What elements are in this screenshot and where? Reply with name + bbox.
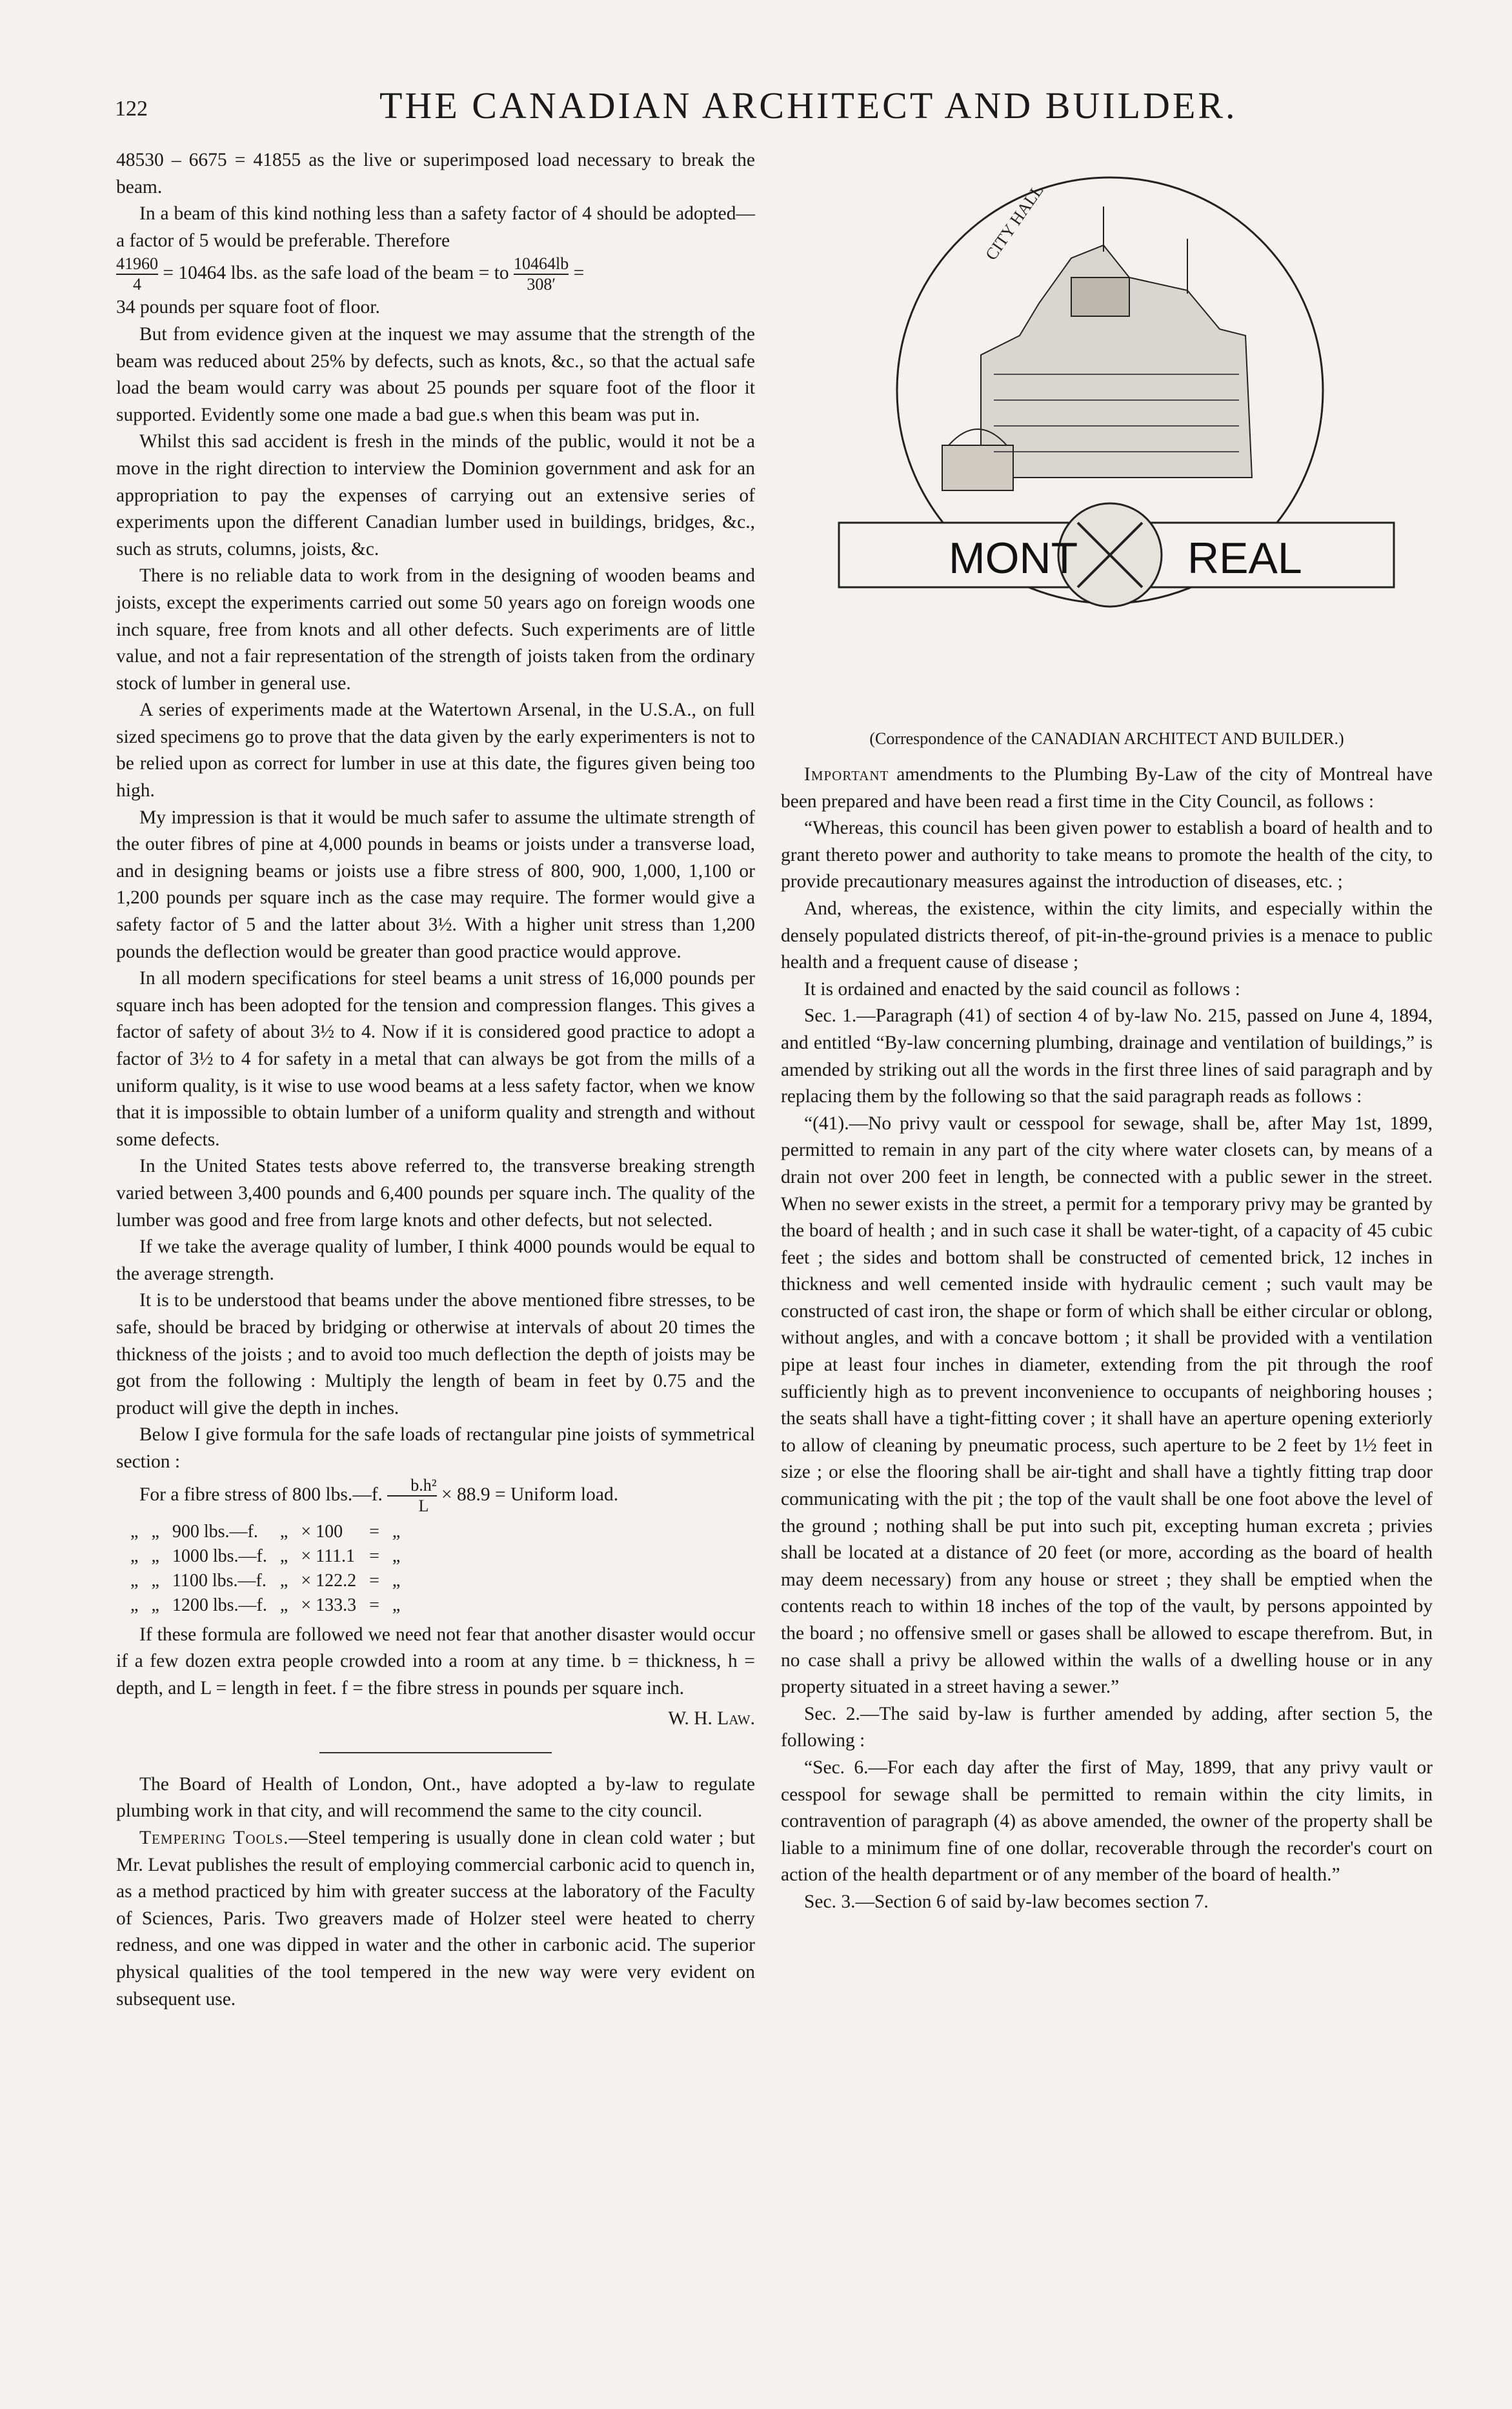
stress-cell: 1100 lbs.—f.	[172, 1570, 267, 1591]
fraction	[514, 254, 569, 294]
paragraph-text: = 10464 lbs. as the safe load of the beam = to	[163, 263, 509, 284]
page-header	[115, 84, 1238, 142]
paragraph: Whilst this sad accident is fresh in the minds of the public, would it not be a move in the right direction to interview the Dominion government and ask for an appropriation to pay the expenses of carrying out an extensive series of experiments upon the different Canadian lumber used in buildings, bridges, &c., such as struts, columns, joists, &c.	[116, 431, 755, 559]
ditto-cell: „	[279, 1595, 288, 1615]
formula-text: × 88.9 = Uniform load.	[441, 1484, 619, 1505]
multiplier-cell: × 100	[301, 1521, 343, 1542]
paragraph: 34 pounds per square foot of floor.	[116, 297, 380, 318]
fraction-numerator: b.h²	[387, 1476, 436, 1497]
fraction-denominator: L	[418, 1496, 429, 1515]
equals-cell: =	[369, 1570, 379, 1591]
paragraph: There is no reliable data to work from in the designing of wooden beams and joists, except the experiments carried out some 50 years ago on foreign woods one inch square, free from knots and all other defects. Such experiments are of little value, and not a fair representation of the strength of joists taken from the ordinary stock of lumber in general use.	[116, 565, 755, 694]
paragraph	[781, 761, 1433, 815]
stress-cell: 1200 lbs.—f.	[172, 1595, 267, 1615]
paragraph: It is to be understood that beams under the above mentioned fibre stresses, to be safe, should be braced by bridging or otherwise at intervals of about 20 times the thickness of the joists ; and to avoid too much deflection the depth of joists may be got from the following : Multiply the length of beam in feet by 0.75 and the product will give the depth in inches.	[116, 1290, 755, 1418]
author-signature: W. H. Law.	[668, 1708, 755, 1729]
paragraph-text: In a beam of this kind nothing less than a safety factor of 4 should be adopted—a factor of 5 would be preferable. Therefore	[116, 203, 755, 251]
paragraph: Sec. 3.—Section 6 of said by-law becomes section 7.	[804, 1891, 1209, 1912]
equals-cell: =	[369, 1595, 379, 1615]
equals-cell: =	[369, 1546, 379, 1566]
paragraph: If we take the average quality of lumber, I think 4000 pounds would be equal to the average strength.	[116, 1236, 755, 1284]
paragraph: “(41).—No privy vault or cesspool for sewage, shall be, after May 1st, 1899, permitted to remain in any part of the city where water closets can, by means of a drain not over 200 feet in length, be connected with a public sewer in the street. When no sewer exists in the street, a permit for a temporary privy may be granted by the board of health ; and in such case it shall be water-tight, of a capacity of 45 cubic feet ; the sides and bottom shall be constructed of cemented brick, 12 inches in thickness and well cemented inside with hydraulic cement ; such vault may be constructed of cast iron, the shape or form of which shall be either circular or oblong, without angles, and with a concave bottom ; it shall be provided with a ventilation pipe at least four inches in diameter, extending from the pit through the roof sufficiently high as to prevent inconvenience to occupants of neighboring houses ; the seats shall have a tight-fitting cover ; it shall have an aperture opening exteriorly to allow of cleaning by pneumatic process, such aperture to be 2 feet by 1½ feet in size ; or else the flooring shall be air-tight and shall have a tightly fitting trap door communicating with the pit ; the top of the vault shall be one foot above the level of the ground ; nothing shall be put into such pit, excepting human excreta ; privies shall be located at a distance of 20 feet (or more, according as the board of health may deem necessary) from any house or street ; they shall be emptied when the contents reach to within 18 inches of the top of the vault, by persons appointed by the board ; no offensive smell or gases shall be allowed to escape therefrom. But, in no case shall a privy be allowed within the walls of a dwelling house or in any property situated in a street having a sewer.”	[781, 1113, 1433, 1698]
ditto-cell: „	[151, 1521, 159, 1542]
paragraph: 48530 – 6675 = 41855 as the live or superimposed load necessary to break the beam.	[116, 150, 755, 197]
paragraph: In all modern specifications for steel beams a unit stress of 16,000 pounds per square inch has been adopted for the tension and compression flanges. This gives a factor of safety of about 3½ to 4. Now if it is considered good practice to adopt a factor of 3½ to 4 for safety in a metal that can always be got from the mills of a uniform quality, is it wise to use wood beams at a less safety factor, when we know that it is impossible to obtain lumber of a uniform quality and strength and without some defects.	[116, 968, 755, 1150]
table-row	[124, 1520, 407, 1544]
ditto-cell: „	[279, 1570, 288, 1591]
ditto-cell: „	[392, 1570, 401, 1591]
paragraph: Sec. 1.—Paragraph (41) of section 4 of by-law No. 215, passed on June 4, 1894, and entitled “By-law concerning plumbing, drainage and ventilation of buildings,” is amended by striking out all the words in the first three lines of said paragraph and by replacing them by the following so that the said paragraph reads as follows :	[781, 1005, 1433, 1107]
ditto-cell: „	[130, 1521, 139, 1542]
city-hall-illustration	[826, 142, 1407, 716]
journal-title: THE CANADIAN ARCHITECT AND BUILDER.	[379, 85, 1238, 126]
paragraph: “Whereas, this council has been given power to establish a board of health and to grant thereto power and authority to take means to promote the health of the city, to provide precautionary measures against the introduction of diseases, etc. ;	[781, 818, 1433, 892]
fraction-numerator: 41960	[116, 254, 158, 275]
paragraph-text: =	[573, 263, 585, 284]
paragraph: The Board of Health of London, Ont., have adopted a by-law to regulate plumbing work in that city, and will recommend the same to the city council.	[116, 1773, 755, 1822]
banner-right-text: REAL	[1187, 534, 1302, 583]
ditto-cell: „	[279, 1521, 288, 1542]
table-row	[124, 1569, 407, 1593]
ditto-cell: „	[151, 1546, 159, 1566]
paragraph: Below I give formula for the safe loads of rectangular pine joists of symmetrical section :	[116, 1424, 755, 1472]
paragraph: Sec. 2.—The said by-law is further amended by adding, after section 5, the following :	[781, 1703, 1433, 1751]
paragraph: In the United States tests above referred to, the transverse breaking strength varied between 3,400 pounds and 6,400 pounds per square inch. The quality of the lumber was good and free from large knots and other defects, but not selected.	[116, 1156, 755, 1231]
paragraph: My impression is that it would be much safer to assume the ultimate strength of the outer fibres of pine at 4,000 pounds in beams or joists under a transverse load, and in designing beams or joists use a fibre stress of 800, 900, 1,000, 1,100 or 1,200 pounds per square inch as the case may require. The former would give a safety factor of 5 and the latter about 3½. With a higher unit stress than 1,200 pounds the deflection would be greater than good practice would approve.	[116, 807, 755, 962]
table-row	[124, 1593, 407, 1618]
paragraph-text: amendments to the Plumbing By-Law of the city of Montreal have been prepared and have been read a first time in the City Council, as follows :	[781, 764, 1433, 812]
ditto-cell: „	[130, 1595, 139, 1615]
ditto-cell: „	[151, 1570, 159, 1591]
ditto-cell: „	[392, 1595, 401, 1615]
paragraph: It is ordained and enacted by the said council as follows :	[804, 978, 1240, 1000]
paragraph: But from evidence given at the inquest we may assume that the strength of the beam was reduced about 25% by defects, such as knots, &c., so that the actual safe load the beam would carry was about 25 pounds per square foot of the floor it supported. Evidently some one made a bad gue.s when this beam was put in.	[116, 323, 755, 425]
section-lead: Tempering Tools.	[139, 1828, 289, 1849]
fraction	[387, 1476, 436, 1516]
city-hall-label: CITY HALL	[982, 181, 1047, 264]
ditto-cell: „	[151, 1595, 159, 1615]
page-number: 122	[115, 97, 148, 121]
multiplier-cell: × 111.1	[301, 1546, 356, 1566]
fraction	[116, 254, 158, 294]
multiplier-cell: × 133.3	[301, 1595, 357, 1615]
paragraph: If these formula are followed we need not fear that another disaster would occur if a few dozen extra people crowded into a room at any time. b = thickness, h = depth, and L = length in feet. f = the fibre stress in pounds per square inch.	[116, 1624, 755, 1698]
ditto-cell: „	[130, 1570, 139, 1591]
fraction-denominator: 4	[133, 275, 141, 294]
section-divider	[319, 1752, 552, 1753]
banner-left-text: MONT	[949, 534, 1078, 583]
equals-cell: =	[369, 1521, 379, 1542]
formula-line	[116, 1476, 755, 1516]
stress-cell: 900 lbs.—f.	[172, 1521, 258, 1542]
illustration-caption: (Correspondence of the CANADIAN ARCHITECT AND BUILDER.)	[869, 729, 1344, 748]
paragraph: A series of experiments made at the Watertown Arsenal, in the U.S.A., on full sized specimens go to prove that the data given by the early experimenters is not to be relied upon as correct for lumber in use at this date, the figures given being too high.	[116, 700, 755, 801]
ditto-cell: „	[279, 1546, 288, 1566]
section-lead: Important	[804, 764, 889, 785]
paragraph	[116, 1825, 755, 2013]
table-row	[124, 1544, 407, 1569]
ditto-cell: „	[392, 1521, 401, 1542]
formula-text: For a fibre stress of 800 lbs.—f.	[139, 1484, 383, 1505]
paragraph	[116, 254, 755, 294]
paragraph	[116, 201, 755, 254]
fraction-denominator: 308′	[527, 275, 556, 294]
ditto-cell: „	[392, 1546, 401, 1566]
montreal-banner	[839, 503, 1394, 607]
left-column	[116, 147, 755, 2013]
ditto-cell: „	[130, 1546, 139, 1566]
fraction-numerator: 10464lb	[514, 254, 569, 275]
formula-table	[124, 1520, 407, 1618]
right-column	[781, 761, 1433, 1916]
multiplier-cell: × 122.2	[301, 1570, 357, 1591]
paragraph: “Sec. 6.—For each day after the first of May, 1899, that any privy vault or cesspool for sewage shall be permitted to remain within the city limits, in contravention of paragraph (4) as above amended, the owner of the property shall be liable to a minimum fine of one dollar, recoverable through the recorder's court on action of the health department or of any member of the board of health.”	[781, 1757, 1433, 1886]
paragraph: And, whereas, the existence, within the city limits, and especially within the densely populated districts thereof, of pit-in-the-ground privies is a menace to public health and a frequent cause of disease ;	[781, 898, 1433, 973]
stress-cell: 1000 lbs.—f.	[172, 1546, 267, 1566]
paragraph-text: —Steel tempering is usually done in clean cold water ; but Mr. Levat publishes the result of employing commercial carbonic acid to quench in, as a method practiced by him with greater success at the laboratory of the Faculty of Sciences, Paris. Two greavers made of Holzer steel were heated to cherry redness, and one was dipped in water and the other in carbonic acid. The superior physical qualities of the tool tempered in the new way were very evident on subsequent use.	[116, 1828, 756, 2010]
